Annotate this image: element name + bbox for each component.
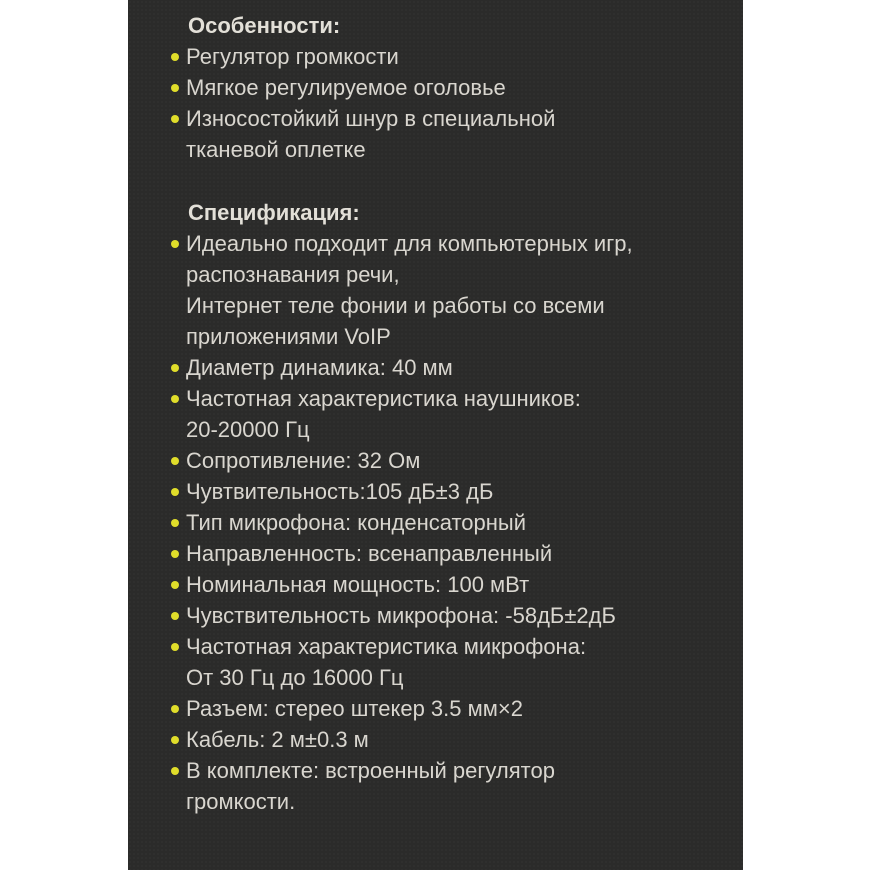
list-item-text: Кабель: 2 м±0.3 м xyxy=(186,727,369,752)
list-item-text: Чувтвительность:105 дБ±3 дБ xyxy=(186,479,494,504)
list-item-text: Частотная характеристика наушников: xyxy=(186,386,581,411)
list-item xyxy=(128,72,743,103)
list-item-text: Сопротивление: 32 Ом xyxy=(186,448,421,473)
list-item xyxy=(128,755,743,817)
specs-section xyxy=(128,197,743,817)
list-item-text: Интернет теле фонии и работы со всеми xyxy=(186,293,605,318)
bullet-icon xyxy=(171,581,179,589)
bullet-icon xyxy=(171,767,179,775)
list-item-text: тканевой оплетке xyxy=(186,137,366,162)
list-item-text: От 30 Гц до 16000 Гц xyxy=(186,665,404,690)
features-list xyxy=(128,41,743,165)
list-item xyxy=(128,631,743,693)
bullet-icon xyxy=(171,612,179,620)
list-item xyxy=(128,724,743,755)
list-item xyxy=(128,228,743,352)
list-item-text: В комплекте: встроенный регулятор xyxy=(186,758,555,783)
list-item-text: 20-20000 Гц xyxy=(186,417,310,442)
bullet-icon xyxy=(171,84,179,92)
list-item xyxy=(128,538,743,569)
list-item-text: распознавания речи, xyxy=(186,262,400,287)
list-item-text: Тип микрофона: конденсаторный xyxy=(186,510,527,535)
list-item xyxy=(128,569,743,600)
features-section xyxy=(128,10,743,165)
bullet-icon xyxy=(171,395,179,403)
bullet-icon xyxy=(171,550,179,558)
list-item-text: громкости. xyxy=(186,789,296,814)
list-item-text: Идеально подходит для компьютерных игр, xyxy=(186,231,633,256)
bullet-icon xyxy=(171,364,179,372)
bullet-icon xyxy=(171,115,179,123)
list-item xyxy=(128,103,743,165)
list-item xyxy=(128,41,743,72)
list-item xyxy=(128,476,743,507)
list-item xyxy=(128,445,743,476)
list-item-text: Номинальная мощность: 100 мВт xyxy=(186,572,530,597)
bullet-icon xyxy=(171,53,179,61)
bullet-icon xyxy=(171,643,179,651)
list-item-text: Направленность: всенаправленный xyxy=(186,541,553,566)
specs-heading: Спецификация: xyxy=(188,200,360,225)
bullet-icon xyxy=(171,736,179,744)
list-item xyxy=(128,600,743,631)
features-heading: Особенности: xyxy=(188,13,341,38)
bullet-icon xyxy=(171,457,179,465)
specs-list xyxy=(128,228,743,817)
bullet-icon xyxy=(171,519,179,527)
list-item xyxy=(128,383,743,445)
list-item-text: Диаметр динамика: 40 мм xyxy=(186,355,453,380)
list-item-text: Регулятор громкости xyxy=(186,44,399,69)
list-item xyxy=(128,507,743,538)
list-item xyxy=(128,352,743,383)
list-item-text: Мягкое регулируемое оголовье xyxy=(186,75,506,100)
spec-card xyxy=(128,0,743,870)
list-item-text: Чувствительность микрофона: -58дБ±2дБ xyxy=(186,603,616,628)
list-item xyxy=(128,693,743,724)
list-item-text: Износостойкий шнур в специальной xyxy=(186,106,556,131)
bullet-icon xyxy=(171,705,179,713)
list-item-text: приложениями VoIP xyxy=(186,324,391,349)
bullet-icon xyxy=(171,240,179,248)
list-item-text: Разъем: стерео штекер 3.5 мм×2 xyxy=(186,696,523,721)
list-item-text: Частотная характеристика микрофона: xyxy=(186,634,587,659)
bullet-icon xyxy=(171,488,179,496)
